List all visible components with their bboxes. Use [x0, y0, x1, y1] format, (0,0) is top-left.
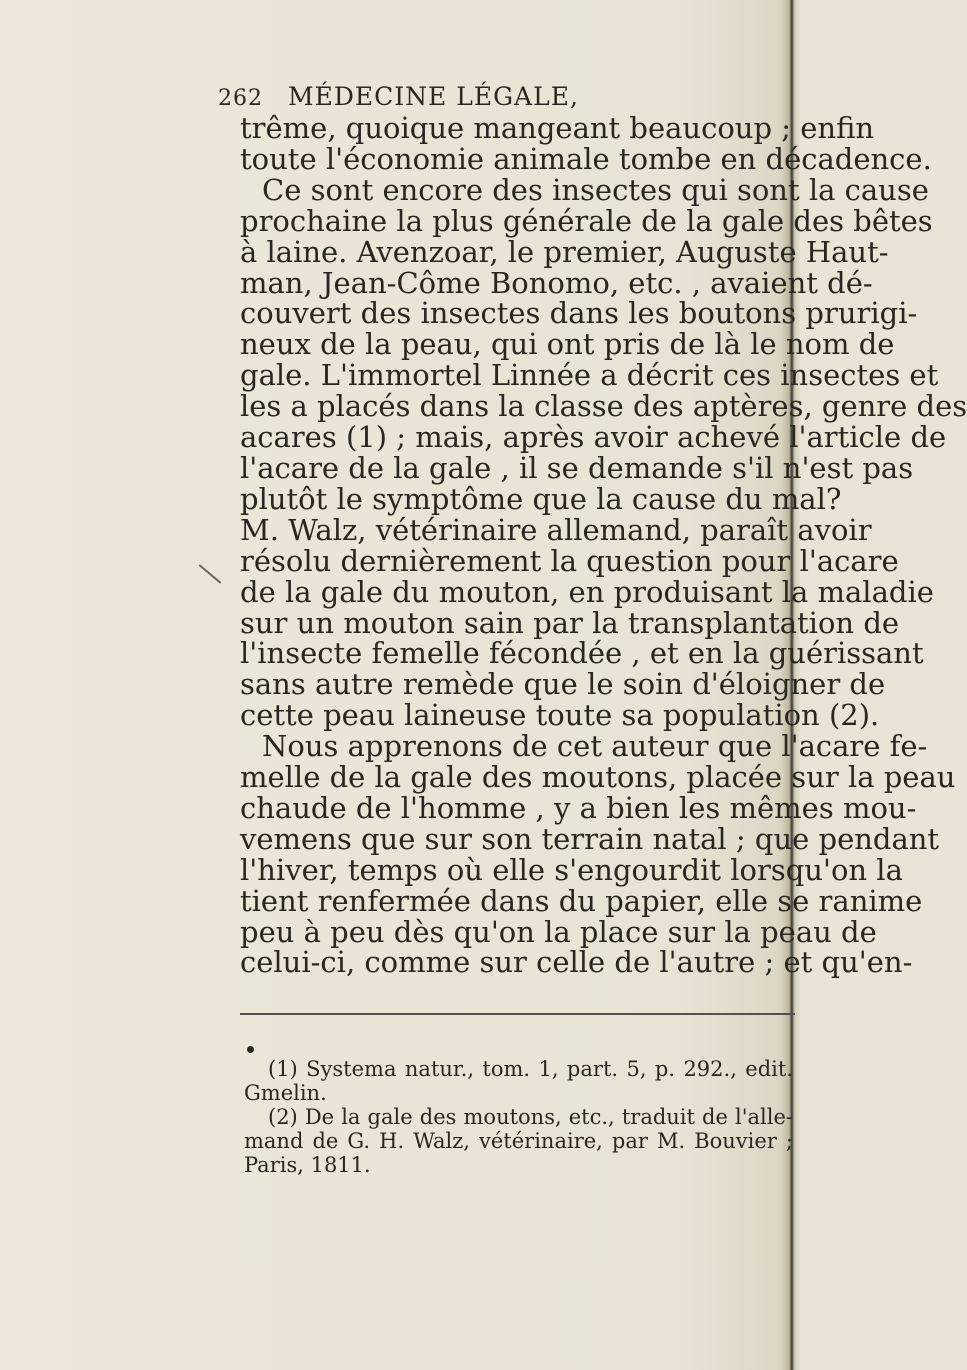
body-text [240, 111, 967, 980]
text-line: sur un mouton sain par la transplantation de [240, 605, 900, 640]
text-line: plutôt le symptôme que la cause du mal? [240, 481, 842, 516]
text-line: couvert des insectes dans les boutons prurigi- [240, 296, 918, 331]
footnotes [244, 1057, 793, 1177]
text-line: peu à peu dès qu'on la place sur la peau de [240, 914, 877, 949]
text-line: acares (1) ; mais, après avoir achevé l'article de [240, 420, 947, 455]
text-line: trême, quoique mangeant beaucoup ; enfin [240, 111, 875, 145]
footnote-line: Gmelin. [244, 1081, 327, 1105]
text-line: l'hiver, temps où elle s'engourdit lorsqu'on la [240, 852, 903, 887]
footnote-line: (1) Systema natur., tom. 1, part. 5, p. 292., edit. [268, 1057, 793, 1081]
text-line: man, Jean-Côme Bonomo, etc. , avaient dé- [240, 265, 873, 300]
margin-pencil-mark [199, 564, 222, 584]
text-line: Ce sont encore des insectes qui sont la cause [262, 172, 929, 207]
text-line: l'acare de la gale , il se demande s'il n'est pas [240, 450, 914, 485]
text-line: les a placés dans la classe des aptères, genre des [240, 389, 967, 424]
page-header [218, 82, 778, 111]
text-line: M. Walz, vétérinaire allemand, paraît avoir [240, 512, 872, 547]
text-line: prochaine la plus générale de la gale des bêtes [240, 203, 933, 238]
ink-dot [247, 1046, 254, 1053]
footnote-line: (2) De la gale des moutons, etc., traduit de l'alle- [268, 1105, 793, 1129]
footnote-line: Paris, 1811. [244, 1153, 371, 1177]
text-line: l'insecte femelle fécondée , et en la guérissant [240, 636, 924, 671]
text-line: à laine. Avenzoar, le premier, Auguste Haut- [240, 234, 889, 269]
text-line: chaude de l'homme , y a bien les mêmes mou- [240, 790, 917, 825]
text-line: toute l'économie animale tombe en décadence. [240, 141, 932, 176]
footnote-rule [240, 1013, 795, 1015]
text-line: de la gale du mouton, en produisant la maladie [240, 574, 934, 609]
text-line: tient renfermée dans du papier, elle se ranime [240, 883, 923, 918]
text-line: résolu dernièrement la question pour l'acare [240, 543, 899, 578]
footnote-line: mand de G. H. Walz, vétérinaire, par M. Bouvier ; [244, 1129, 793, 1153]
text-line: cette peau laineuse toute sa population (2). [240, 698, 880, 733]
text-line: melle de la gale des moutons, placée sur la peau [240, 760, 956, 795]
text-line: gale. L'immortel Linnée a décrit ces insectes et [240, 358, 939, 393]
text-line: celui-ci, comme sur celle de l'autre ; et qu'en- [240, 945, 913, 980]
text-line: Nous apprenons de cet auteur que l'acare fe- [262, 729, 928, 764]
text-line: sans autre remède que le soin d'éloigner de [240, 667, 886, 702]
text-line: neux de la peau, qui ont pris de là le nom de [240, 327, 895, 362]
text-line: vemens que sur son terrain natal ; que pendant [240, 821, 940, 856]
page-number: 262 [218, 86, 263, 111]
running-title: MÉDECINE LÉGALE, [288, 82, 579, 111]
